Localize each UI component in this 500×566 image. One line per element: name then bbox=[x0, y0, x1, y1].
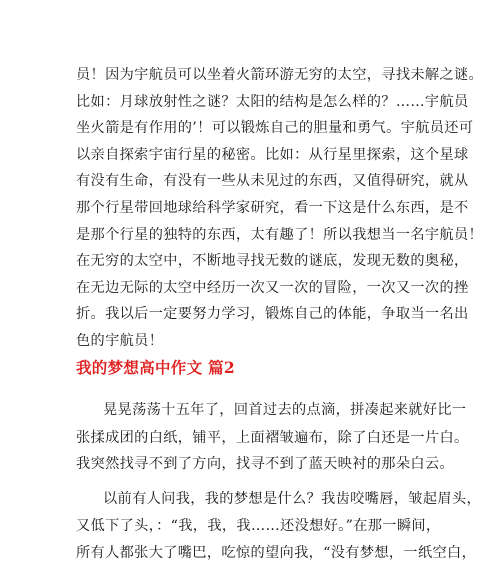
paragraph1-line: 有没有生命，有没有一些从未见过的东西，又值得研究，就从 bbox=[76, 173, 469, 190]
paragraph1-line: 坐火箭是有作用的’！可以锻炼自己的胆量和勇气。宇航员还可 bbox=[76, 120, 474, 137]
paragraph2-line: 晃晃荡荡十五年了，回首过去的点滴，拼凑起来就好比一 bbox=[103, 402, 467, 418]
paragraph3-line: 以前有人问我，我的梦想是什么？我齿咬嘴唇，皱起眉头， bbox=[103, 491, 481, 507]
paragraph1-line: 员！因为宇航员可以坐着火箭环游无穷的太空，寻找未解之谜。 bbox=[76, 67, 484, 83]
paragraph1-line: 那个行星带回地球给科学家研究，看一下这是什么东西，是不 bbox=[76, 200, 469, 216]
section-heading: 我的梦想高中作文 篇2 bbox=[76, 358, 235, 377]
paragraph1-line: 折。我以后一定要努力学习，锻炼自己的体能，争取当一名出 bbox=[76, 306, 469, 323]
paragraph1-line: 是那个行星的独特的东西，太有趣了！所以我想当一名宇航员！ bbox=[76, 226, 484, 243]
paragraph1-line: 色的宇航员！ bbox=[76, 333, 164, 349]
paragraph1-line: 在无穷的太空中，不断地寻找无数的谜底，发现无数的奥秘， bbox=[76, 253, 469, 270]
paragraph1-line: 比如：月球放射性之谜？太阳的结构是怎么样的？……宇航员 bbox=[76, 93, 469, 110]
paragraph1-line: 以亲自探索宇宙行星的秘密。比如：从行星里探索，这个星球 bbox=[76, 146, 469, 163]
paragraph1-line: 在无边无际的太空中经历一次又一次的冒险，一次又一次的挫 bbox=[76, 279, 469, 296]
paragraph3-line: 所有人都张大了嘴巴，吃惊的望向我，“没有梦想，一纸空白， bbox=[76, 545, 477, 561]
paragraph2-line: 张揉成团的白纸，铺平，上面褶皱遍布，除了白还是一片白。 bbox=[76, 430, 469, 446]
paragraph3-line: 又低下了头，：“我，我，我……还没想好。”在那一瞬间， bbox=[76, 518, 441, 534]
paragraph2-line: 我突然找寻不到了方向，找寻不到了蓝天映衬的那朵白云。 bbox=[76, 456, 454, 472]
